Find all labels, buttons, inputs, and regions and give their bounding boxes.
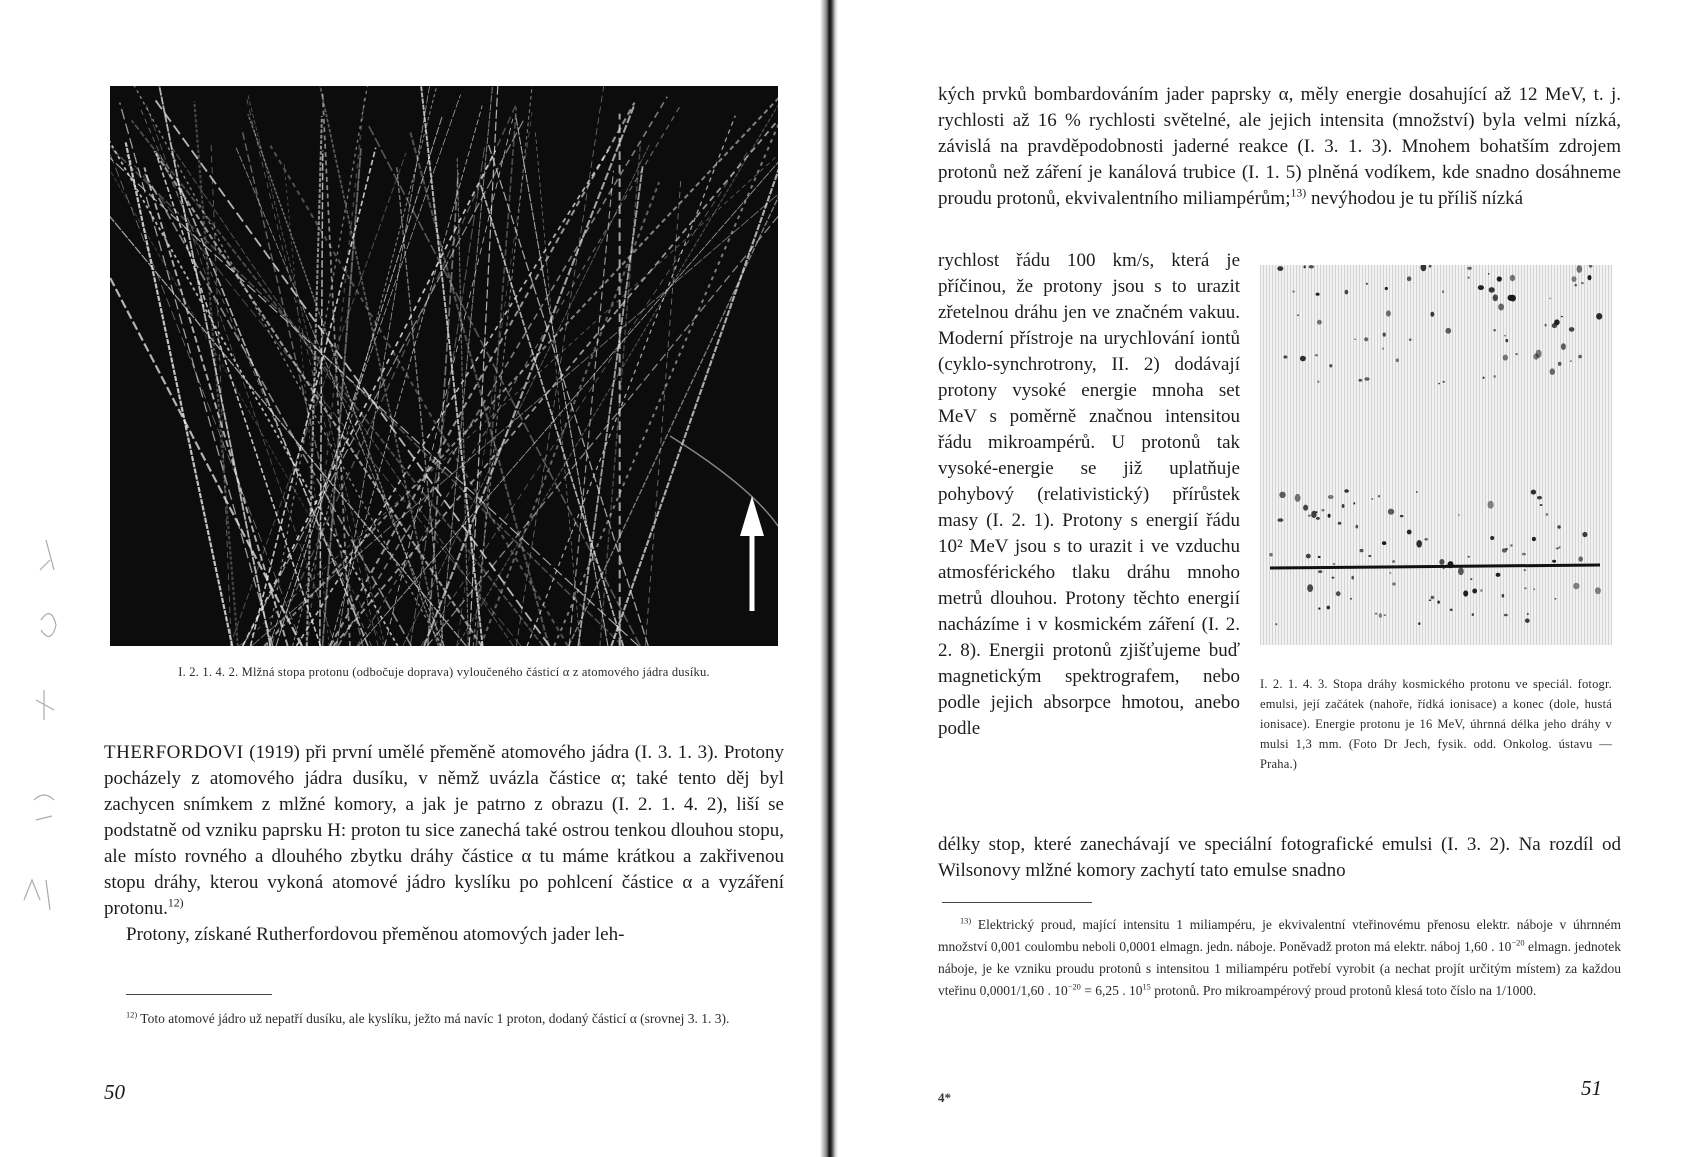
paragraph-2: Protony, získané Rutherfordovou přeměnou atomových jader leh- xyxy=(126,924,625,945)
figure-caption-left: I. 2. 1. 4. 2. Mlžná stopa protonu (odbočuje doprava) vyloučeného částicí α z atomového jádra dusíku. xyxy=(178,665,710,679)
cloud-chamber-photo xyxy=(110,86,778,646)
footnote-rule-left xyxy=(126,994,272,995)
footnote-13-text-1: Elektrický proud, mající intensitu 1 miliampéru, je ekvivalentní vteřinovému přenosu elektr. náboje v úhrnném množství 0,001 coulombu neboli 0,0001 elmagn. jedn. náboje. Poněvadž proton má elektr. náboj 1,60 . 10 xyxy=(938,917,1621,954)
left-page xyxy=(0,0,828,1157)
page-number-left: 50 xyxy=(104,1080,125,1104)
right-page xyxy=(836,0,1695,1157)
footnote-13-text-4: protonů. Pro mikroampérový proud protonů klesá toto číslo na 1/1000. xyxy=(1150,983,1537,998)
printer-signature: 4* xyxy=(938,1090,951,1105)
lead-word: THERFORDOVI xyxy=(104,742,244,763)
footnote-mark-12: 12) xyxy=(126,1010,138,1020)
left-body-text xyxy=(104,740,784,948)
paragraph-1 xyxy=(104,740,784,922)
figure-caption-right: I. 2. 1. 4. 3. Stopa dráhy kosmického protonu ve speciál. fotogr. emulsi, její začátek (nahoře, řídká ionisace) a konec (dole, hustá ionisace). Energie protonu je 16 MeV, úhrnná délka jeho dráhy v mulsi 1,3 mm. (Foto Dr Jech, fysik. odd. Onkolog. ústavu — Praha.) xyxy=(1260,677,1612,771)
pencil-marginalia xyxy=(6,520,66,940)
footnote-12-text: Toto atomové jádro už nepatří dusíku, ale kyslíku, ježto má navíc 1 proton, dodaný částicí α (srovnej 3. 1. 3). xyxy=(137,1011,730,1026)
right-body-text-wrap xyxy=(938,248,1240,742)
emulsion-track-photo xyxy=(1260,265,1612,645)
footnote-ref-12: 12) xyxy=(167,896,184,910)
page-number-right: 51 xyxy=(1581,1076,1602,1100)
paragraph-1-text: (1919) při první umělé přeměně atomového jádra (I. 3. 1. 3). Protony pocházely z atomového jádra dusíku, v němž uvázla částice α; také tento děj byl zachycen snímkem z mlžné komory, a jak je patrno z obrazu (I. 2. 1. 4. 2), liší se podstatně od vzniku paprsku H: proton tu sice zanechá také ostrou tenkou dlouhou stopu, ale místo rovného a dlouhého zbytku dráhy částice α tu máme krátkou a zakřivenou stopu dráhy, kterou vykoná atomové jádro kyslíku po pohlcení částice α a vyzáření protonu. xyxy=(104,742,784,919)
right-text-top-2: nevýhodou je tu příliš nízká xyxy=(1306,188,1524,209)
footnote-13-exp-1: −20 xyxy=(1511,938,1525,948)
right-body-text-top xyxy=(938,82,1621,212)
footnote-13 xyxy=(938,914,1621,1002)
footnote-12 xyxy=(104,1008,784,1030)
footnote-rule-right xyxy=(942,902,1092,903)
footnote-13-text-3: = 6,25 . 10 xyxy=(1080,983,1143,998)
right-body-text-bottom xyxy=(938,832,1621,884)
footnote-mark-13: 13) xyxy=(960,916,972,926)
footnote-13-exp-2: −20 xyxy=(1067,982,1081,992)
right-text-top-1: kých prvků bombardováním jader paprsky α, měly energie dosahující až 12 MeV, t. j. rychlosti až 16 % rychlosti světelné, ale jejich intensita (množství) byla velmi nízká, závislá na pravděpodobnosti jaderné reakce (I. 3. 1. 3). Mnohem bohatším zdrojem protonů než záření je kanálová trubice (I. 1. 5) plněná vodíkem, kde snadno dosáhneme proudu protonů, ekvivalentního miliampérům; xyxy=(938,84,1621,209)
right-wrap-paragraph: rychlost řádu 100 km/s, která je příčinou, že protony jsou s to urazit zřetelnou dráhu jen ve značném vakuu. Moderní přístroje na urychlování iontů (cyklo-synchrotrony, II. 2) dodávají protony vysoké energie mnoha set MeV s poměrně značnou intensitou řádu mikroampérů. U protonů tak vysoké-energie se již uplatňuje pohybový (relativistický) přírůstek masy (I. 2. 1). Protony s energií řádu 10² MeV jsou s to urazit i ve vzduchu atmosférického tlaku dráhu mnoho metrů dlouhou. Protony těchto energií nacházíme i v kosmickém záření (I. 2. 2. 8). Energii protonů zjišťujeme buď magnetickým spektrografem, nebo podle jejich absorpce hmotou, anebo podle xyxy=(938,250,1240,739)
footnote-ref-13: 13) xyxy=(1290,186,1307,200)
footnote-13-exp-3: 15 xyxy=(1142,982,1151,992)
footnote-13-text-2: elmagn. jednotek náboje, je ke vzniku proudu protonů s intensitou 1 miliampéru potřebí vyrobit (a nechat projít určitým místem) za každou vteřinu 0,0001/1,60 . 10 xyxy=(938,939,1621,998)
right-bottom-paragraph: délky stop, které zanechávají ve speciální fotografické emulsi (I. 3. 2). Na rozdíl od Wilsonovy mlžné komory zachytí tato emulse snadno xyxy=(938,834,1621,881)
